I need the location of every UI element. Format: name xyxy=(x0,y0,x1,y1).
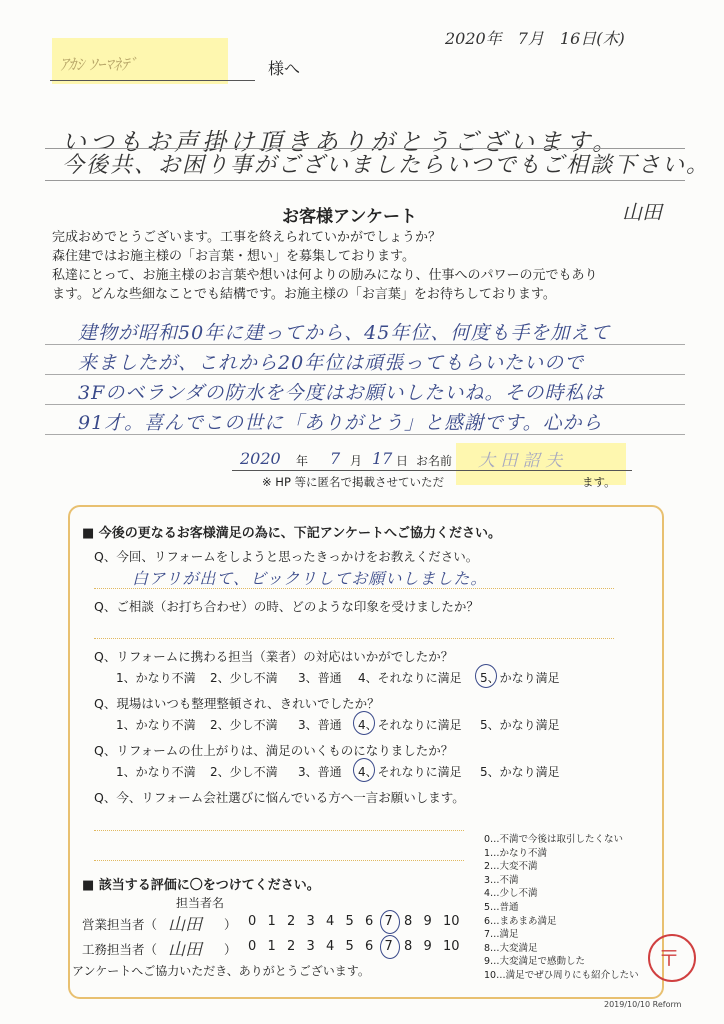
option-4[interactable]: 4、それなりに満足 xyxy=(358,718,462,732)
selected-option-circle xyxy=(353,758,375,782)
score-6[interactable]: 6 xyxy=(365,914,374,929)
rating-heading: ■ 該当する評価に〇をつけてください。 xyxy=(82,878,320,893)
comment-line-4: 91才。喜んでこの世に「ありがとう」と感謝です。心から xyxy=(78,412,603,434)
comment-rule-2 xyxy=(45,374,685,375)
answer-1: 白アリが出て、ビックリしてお願いしました。 xyxy=(132,569,488,588)
score-7[interactable]: 7 xyxy=(385,914,405,929)
works-score-scale xyxy=(248,939,463,954)
sign-year-label: 年 xyxy=(296,454,309,468)
score-8[interactable]: 8 xyxy=(404,939,413,954)
sign-year: 2020 xyxy=(240,449,281,468)
option-4[interactable]: 4、それなりに満足 xyxy=(358,765,462,779)
works-close: ） xyxy=(224,942,237,957)
option-3[interactable]: 3、普通 xyxy=(298,765,342,779)
option-1[interactable]: 1、かなり不満 xyxy=(116,765,196,779)
score-3[interactable]: 3 xyxy=(306,939,315,954)
score-7[interactable]: 7 xyxy=(385,939,405,954)
intro-line-2: 森住建ではお施主様の「お言葉・想い」を募集しております。 xyxy=(52,249,415,264)
answer-1-rule xyxy=(94,588,614,589)
option-2[interactable]: 2、少し不満 xyxy=(210,765,278,779)
intro-line-1: 完成おめでとうございます。工事を終えられていかがでしょうか？ xyxy=(52,230,441,245)
customer-name: ｱｶｼ ｿｰﾏﾈﾃﾞ xyxy=(60,55,138,74)
rating-legend xyxy=(484,833,639,983)
sign-name-label: お名前 xyxy=(416,454,453,468)
questionnaire-heading: ■ 今後の更なるお客様満足の為に、下記アンケートへご協力ください。 xyxy=(82,526,502,541)
selected-score-circle xyxy=(380,935,400,959)
score-0[interactable]: 0 xyxy=(248,914,257,929)
comment-rule-3 xyxy=(45,404,685,405)
score-4[interactable]: 4 xyxy=(326,939,335,954)
option-3[interactable]: 3、普通 xyxy=(298,671,342,685)
legend-item-0: 0…不満で今後は取引したくない xyxy=(484,834,624,845)
score-6[interactable]: 6 xyxy=(365,939,374,954)
legend-item-1: 1…かなり不満 xyxy=(484,847,548,859)
question-6: Q、今、リフォーム会社選びに悩んでいる方へ一言お願いします。 xyxy=(94,790,465,805)
sign-day-label: 日 xyxy=(396,454,409,468)
message-line-2: 今後共、お困り事がございましたらいつでもご相談下さい。 xyxy=(62,153,711,178)
score-1[interactable]: 1 xyxy=(267,939,276,954)
question-5: Q、リフォームの仕上がりは、満足のいくものになりましたか？ xyxy=(94,743,454,758)
score-3[interactable]: 3 xyxy=(306,914,315,929)
option-4[interactable]: 4、それなりに満足 xyxy=(358,671,462,685)
legend-item-8: 8…大変満足 xyxy=(484,942,538,954)
legend-item-5: 5…普通 xyxy=(484,901,519,913)
question-1: Q、今回、リフォームをしようと思ったきっかけをお教えください。 xyxy=(94,549,479,564)
selected-score-circle xyxy=(380,910,400,934)
thanks-text: アンケートへご協力いただき、ありがとうございます。 xyxy=(72,964,370,978)
question-2: Q、ご相談（お打ち合わせ）の時、どのような印象を受けましたか？ xyxy=(94,599,479,614)
score-2[interactable]: 2 xyxy=(287,914,296,929)
answer-6-rule-1 xyxy=(94,830,464,831)
score-0[interactable]: 0 xyxy=(248,939,257,954)
sales-name: 山田 xyxy=(168,915,202,935)
comment-rule-1 xyxy=(45,344,685,345)
legend-item-6: 6…まあまあ満足 xyxy=(484,915,557,927)
sign-day: 17 xyxy=(372,449,393,468)
sign-name-value: 大 田 詔 夫 xyxy=(478,451,563,471)
legend-item-7: 7…満足 xyxy=(484,929,519,941)
answer-2-rule xyxy=(94,638,614,639)
score-5[interactable]: 5 xyxy=(345,914,354,929)
score-2[interactable]: 2 xyxy=(287,939,296,954)
option-2[interactable]: 2、少し不満 xyxy=(210,718,278,732)
score-8[interactable]: 8 xyxy=(404,914,413,929)
intro-line-4: ます。どんな些細なことでも結構です。お施主様の「お言葉」をお待ちしております。 xyxy=(52,287,556,302)
honorific: 様へ xyxy=(268,59,301,78)
question-3: Q、リフォームに携わる担当（業者）の対応はいかがでしたか？ xyxy=(94,649,454,664)
name-underline xyxy=(50,80,255,81)
question-4: Q、現場はいつも整理整頓され、きれいでしたか？ xyxy=(94,696,380,711)
works-label: 工務担当者（ xyxy=(82,942,158,957)
option-5[interactable]: 5、かなり満足 xyxy=(480,765,560,779)
option-5[interactable]: 5、かなり満足 xyxy=(480,718,560,732)
comment-line-2: 来ましたが、これから20年位は頑張ってもらいたいので xyxy=(78,352,585,374)
score-9[interactable]: 9 xyxy=(423,939,432,954)
tanto-label: 担当者名 xyxy=(176,896,225,910)
works-name: 山田 xyxy=(168,940,202,960)
score-5[interactable]: 5 xyxy=(345,939,354,954)
selected-option-circle xyxy=(353,711,375,735)
option-1[interactable]: 1、かなり不満 xyxy=(116,718,196,732)
legend-item-4: 4…少し不満 xyxy=(484,888,538,900)
sign-month: 7 xyxy=(330,449,341,468)
option-2[interactable]: 2、少し不満 xyxy=(210,671,278,685)
score-1[interactable]: 1 xyxy=(267,914,276,929)
option-1[interactable]: 1、かなり不満 xyxy=(116,671,196,685)
answer-6-rule-2 xyxy=(94,860,464,861)
message-signature: 山田 xyxy=(622,200,662,224)
score-10[interactable]: 10 xyxy=(443,914,460,929)
legend-item-3: 3…不満 xyxy=(484,874,519,886)
score-4[interactable]: 4 xyxy=(326,914,335,929)
score-10[interactable]: 10 xyxy=(443,939,460,954)
selected-option-circle xyxy=(475,664,497,688)
sales-close: ） xyxy=(224,917,237,932)
score-9[interactable]: 9 xyxy=(423,914,432,929)
message-rule-2 xyxy=(45,180,685,181)
sign-underline xyxy=(232,470,632,471)
stamp-mark: 〒 xyxy=(658,947,681,972)
footer-date: 2019/10/10 Reform xyxy=(604,1000,682,1009)
sales-score-scale xyxy=(248,914,463,929)
option-5[interactable]: 5、かなり満足 xyxy=(480,671,560,685)
legend-item-9: 9…大変満足で感動した xyxy=(484,956,586,968)
message-line-1: いつもお声掛け頂きありがとうございます。 xyxy=(62,128,621,156)
sign-month-label: 月 xyxy=(350,454,363,468)
comment-line-3: 3Fのベランダの防水を今度はお願いしたいね。その時私は xyxy=(78,382,605,404)
legend-item-10: 10…満足でぜひ周りにも紹介したい xyxy=(484,969,639,981)
comment-line-1: 建物が昭和50年に建ってから、45年位、何度も手を加えて xyxy=(78,322,611,344)
option-3[interactable]: 3、普通 xyxy=(298,718,342,732)
handwritten-date: 2020年 7月 16日(木) xyxy=(445,29,625,48)
anonymity-note: ※ HP 等に匿名で掲載させていただ ます。 xyxy=(262,475,616,489)
survey-title: お客様アンケート xyxy=(282,207,417,227)
sales-label: 営業担当者（ xyxy=(82,917,158,932)
intro-line-3: 私達にとって、お施主様のお言葉や想いは何よりの励みになり、仕事へのパワーの元でもあり xyxy=(52,268,598,283)
comment-rule-4 xyxy=(45,434,685,435)
legend-item-2: 2…大変不満 xyxy=(484,861,538,873)
